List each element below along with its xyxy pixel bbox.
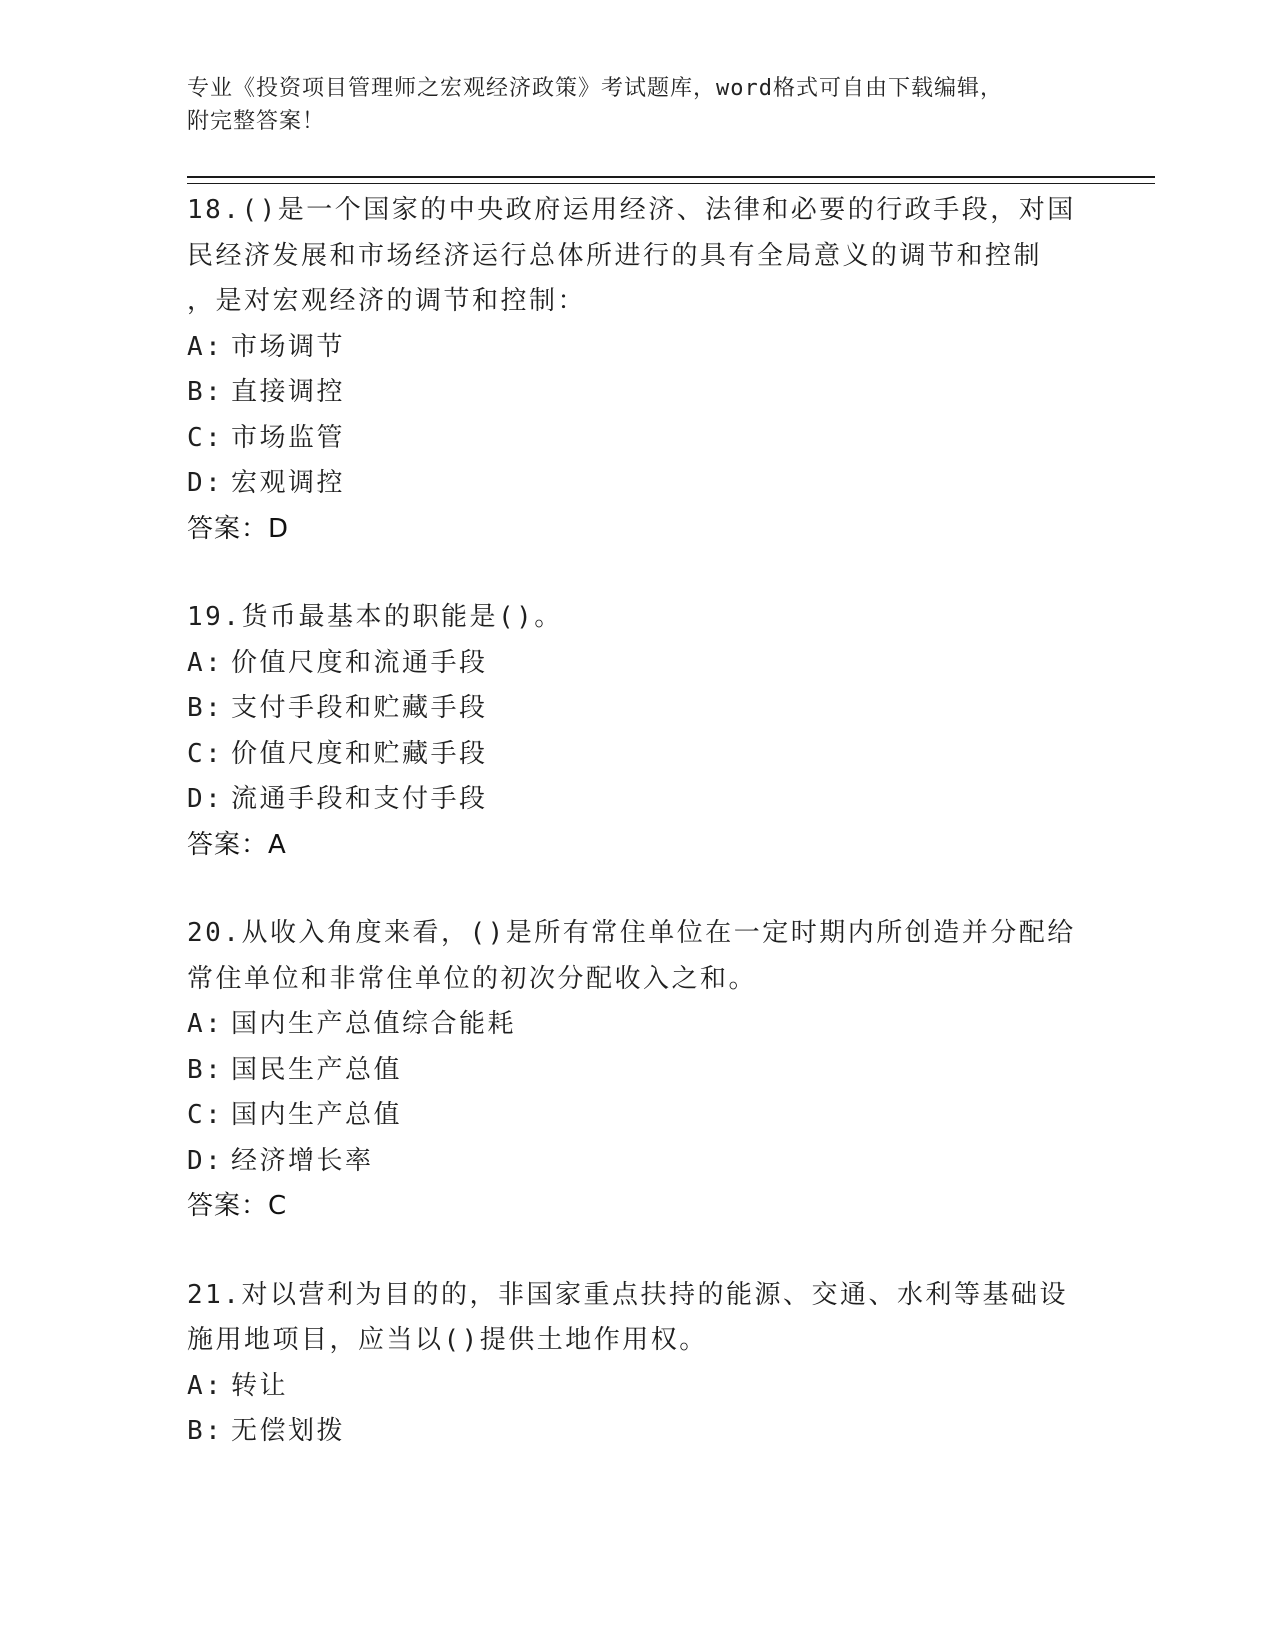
option-text: 经济增长率: [231, 1145, 374, 1176]
option-c: [187, 1093, 1087, 1139]
question-text: 20.从收入角度来看，()是所有常住单位在一定时期内所创造并分配给: [187, 918, 1076, 948]
option-letter: D:: [187, 1145, 224, 1176]
question-text: 民经济发展和市场经济运行总体所进行的具有全局意义的调节和控制: [187, 240, 1043, 271]
question-item: [187, 188, 1087, 552]
answer-line: 答案：D: [187, 513, 290, 544]
question-text: 施用地项目，应当以()提供土地作用权。: [187, 1325, 708, 1355]
option-text: 宏观调控: [231, 468, 346, 498]
option-a: [187, 1002, 1087, 1048]
option-a: [187, 1364, 1087, 1410]
question-text: ，是对宏观经济的调节和控制：: [187, 286, 587, 316]
option-text: 支付手段和贮藏手段: [231, 693, 488, 723]
question-item: [187, 595, 1087, 868]
option-b: [187, 370, 1087, 416]
option-text: 价值尺度和流通手段: [231, 647, 488, 678]
option-d: [187, 461, 1087, 507]
option-letter: A:: [187, 647, 224, 678]
option-letter: A:: [187, 1009, 224, 1039]
header-note-line: 附完整答案！: [187, 109, 326, 134]
option-text: 转让: [231, 1370, 289, 1401]
option-letter: C:: [187, 422, 224, 453]
question-text: 19.货币最基本的职能是()。: [187, 602, 563, 632]
option-letter: A:: [187, 1370, 224, 1401]
option-letter: C:: [187, 1100, 224, 1130]
option-letter: D:: [187, 784, 224, 814]
question-text: 常住单位和非常住单位的初次分配收入之和。: [187, 963, 758, 994]
option-c: [187, 416, 1087, 462]
option-letter: B:: [187, 693, 224, 723]
question-item: [187, 911, 1087, 1230]
option-text: 流通手段和支付手段: [231, 784, 488, 814]
header-divider-thin: [187, 183, 1155, 184]
option-d: [187, 777, 1087, 823]
option-letter: B:: [187, 1416, 224, 1446]
option-text: 价值尺度和贮藏手段: [231, 738, 488, 769]
question-text: 21.对以营利为目的的，非国家重点扶持的能源、交通、水利等基础设: [187, 1279, 1068, 1310]
answer-line: 答案：C: [187, 1191, 288, 1221]
option-letter: B:: [187, 1054, 224, 1085]
question-list: [187, 188, 1087, 1498]
header-divider-thick: [187, 176, 1155, 178]
option-b: [187, 1409, 1087, 1455]
option-letter: B:: [187, 377, 224, 407]
option-b: [187, 1048, 1087, 1094]
header-note-line: 专业《投资项目管理师之宏观经济政策》考试题库，word格式可自由下载编辑，: [187, 76, 1003, 101]
option-b: [187, 686, 1087, 732]
option-text: 市场监管: [231, 422, 346, 453]
question-item: [187, 1273, 1087, 1455]
option-text: 直接调控: [231, 377, 346, 407]
option-c: [187, 732, 1087, 778]
option-text: 市场调节: [231, 331, 346, 362]
answer-line: 答案：A: [187, 829, 287, 860]
option-text: 国内生产总值: [231, 1100, 403, 1130]
option-text: 国内生产总值综合能耗: [231, 1009, 517, 1039]
option-letter: A:: [187, 331, 224, 362]
question-text: 18.()是一个国家的中央政府运用经济、法律和必要的行政手段，对国: [187, 195, 1076, 225]
option-a: [187, 641, 1087, 687]
option-d: [187, 1139, 1087, 1185]
option-a: [187, 325, 1087, 371]
option-text: 国民生产总值: [231, 1054, 403, 1085]
header-note: [187, 72, 1087, 138]
option-letter: C:: [187, 738, 224, 769]
option-letter: D:: [187, 468, 224, 498]
option-text: 无偿划拨: [231, 1416, 346, 1446]
